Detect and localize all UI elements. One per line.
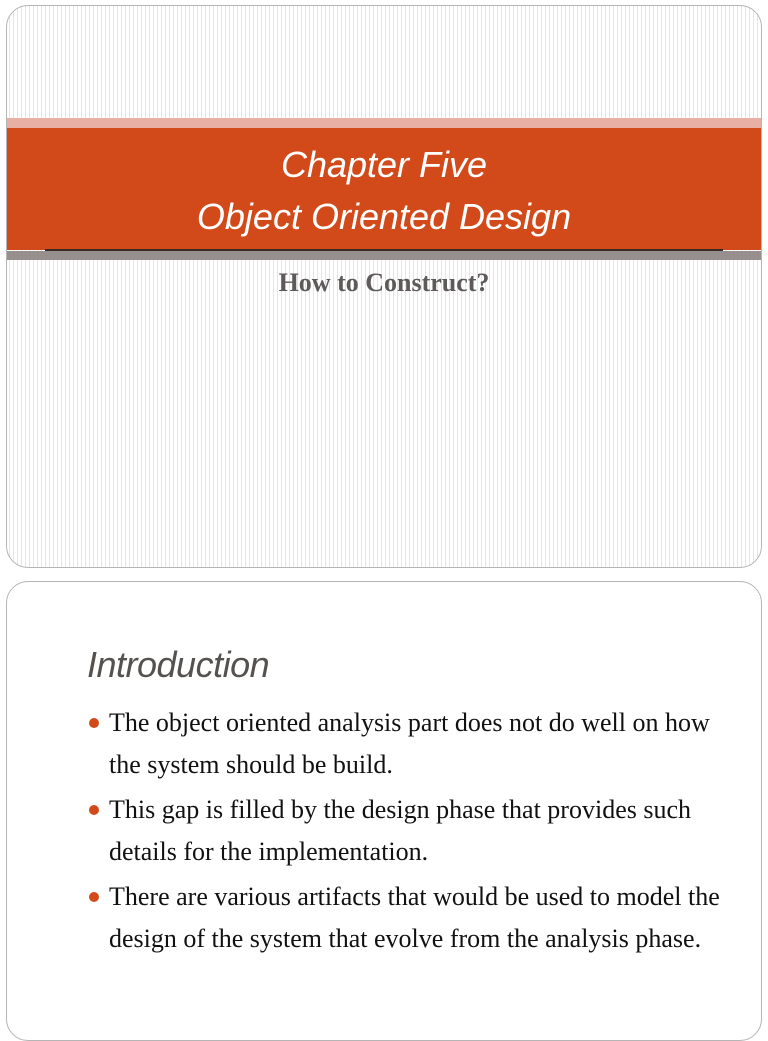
slide-title-line2: Object Oriented Design: [196, 196, 572, 237]
title-bottom-stripe: [7, 251, 761, 260]
bullet-item: [87, 876, 747, 960]
slide-title-line1: Chapter Five: [280, 144, 488, 185]
bullet-text: The object oriented analysis part does not do well on how the system should be build.: [109, 708, 710, 779]
bullet-text: There are various artifacts that would be used to model the design of the system that evolve from the analysis phase.: [109, 882, 720, 953]
slide-heading: Introduction: [87, 644, 270, 685]
bullet-list: [87, 702, 747, 963]
introduction-slide: [6, 581, 762, 1041]
bullet-item: [87, 789, 747, 873]
bullet-item: [87, 702, 747, 786]
bullet-icon: [89, 718, 99, 728]
bullet-text: This gap is filled by the design phase that provides such details for the implementation.: [109, 795, 692, 866]
bullet-icon: [89, 892, 99, 902]
title-top-stripe: [7, 118, 761, 128]
slide-subtitle: How to Construct?: [278, 268, 490, 297]
bullet-icon: [89, 805, 99, 815]
title-slide: [6, 5, 762, 568]
slide-title: [7, 139, 761, 243]
